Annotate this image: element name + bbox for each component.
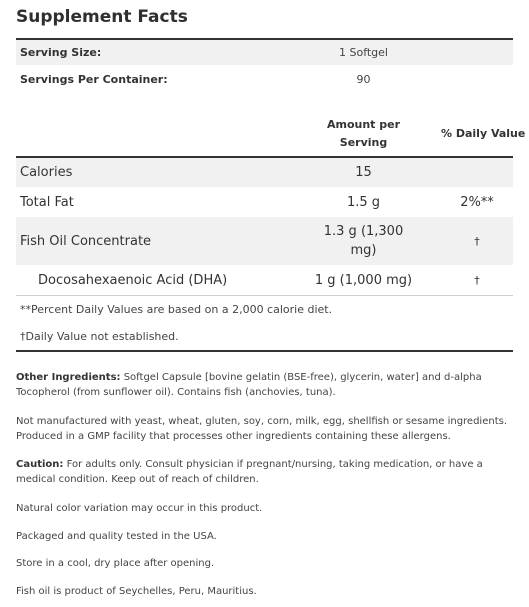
other-ingredients-text: Softgel Capsule [bovine gelatin (BSE-free), glycerin, water] and d-alpha Tocopherol (from sunflower oil). Contains fish (anchovies, tuna).: [16, 372, 482, 398]
nutrient-amount: [286, 222, 441, 260]
amount-header-line1: Amount per: [326, 118, 401, 131]
servings-per-container-value: 90: [356, 72, 371, 86]
servings-per-container-row: [16, 66, 513, 92]
serving-size-label: Serving Size:: [20, 46, 102, 59]
caution-statement: [16, 457, 513, 487]
nutrient-daily-value: 2%**: [460, 194, 494, 210]
amount-per-serving-header: [286, 116, 441, 152]
serving-size-row: [16, 40, 513, 65]
nutrient-daily-value: †: [474, 273, 480, 287]
caution-text: For adults only. Consult physician if pregnant/nursing, taking medication, or have a medical condition. Keep out of reach of children.: [16, 459, 483, 485]
caution-label: Caution:: [16, 459, 64, 470]
percent-daily-footnote: **Percent Daily Values are based on a 2,000 calorie diet.: [20, 303, 333, 316]
nutrient-name: Total Fat: [20, 194, 74, 210]
other-ingredients-label: Other Ingredients:: [16, 372, 121, 383]
servings-per-container-label: Servings Per Container:: [20, 72, 168, 86]
bottom-rule: [16, 350, 513, 352]
nutrient-row: [16, 217, 513, 265]
amount-header-line2: Serving: [339, 136, 388, 149]
allergen-statement: Not manufactured with yeast, wheat, gluten, soy, corn, milk, egg, shellfish or sesame ingredients. Produced in a GMP facility that processes other ingredients containing these allergens.: [16, 416, 508, 442]
nutrient-row: [16, 187, 513, 217]
footnote-rule: [16, 295, 513, 296]
packaged-note: Packaged and quality tested in the USA.: [16, 531, 217, 542]
nutrient-name: Fish Oil Concentrate: [20, 233, 152, 249]
color-variation-note: Natural color variation may occur in this product.: [16, 503, 263, 514]
origin-note: Fish oil is product of Seychelles, Peru, Mauritius.: [16, 586, 257, 597]
storage-note: Store in a cool, dry place after opening.: [16, 558, 215, 569]
serving-size-value: 1 Softgel: [338, 46, 388, 59]
nutrient-amount: 1 g (1,000 mg): [314, 272, 413, 288]
nutrient-row: [16, 265, 513, 295]
column-header-row: [16, 112, 526, 156]
dagger-footnote: †Daily Value not established.: [20, 330, 179, 343]
other-ingredients: [16, 370, 513, 400]
daily-value-header: % Daily Value: [441, 127, 526, 140]
nutrient-daily-value: †: [474, 234, 480, 248]
nutrient-row: [16, 158, 513, 187]
nutrient-name: Docosahexaenoic Acid (DHA): [38, 272, 228, 288]
supplement-facts-title: Supplement Facts: [16, 7, 188, 27]
nutrient-name: Calories: [20, 165, 73, 180]
nutrient-amount: 1.5 g: [346, 194, 381, 210]
nutrient-amount: 15: [355, 165, 372, 180]
nutrient-amount-line1: 1.3 g (1,300: [323, 224, 404, 239]
nutrient-amount-line2: mg): [350, 243, 377, 258]
